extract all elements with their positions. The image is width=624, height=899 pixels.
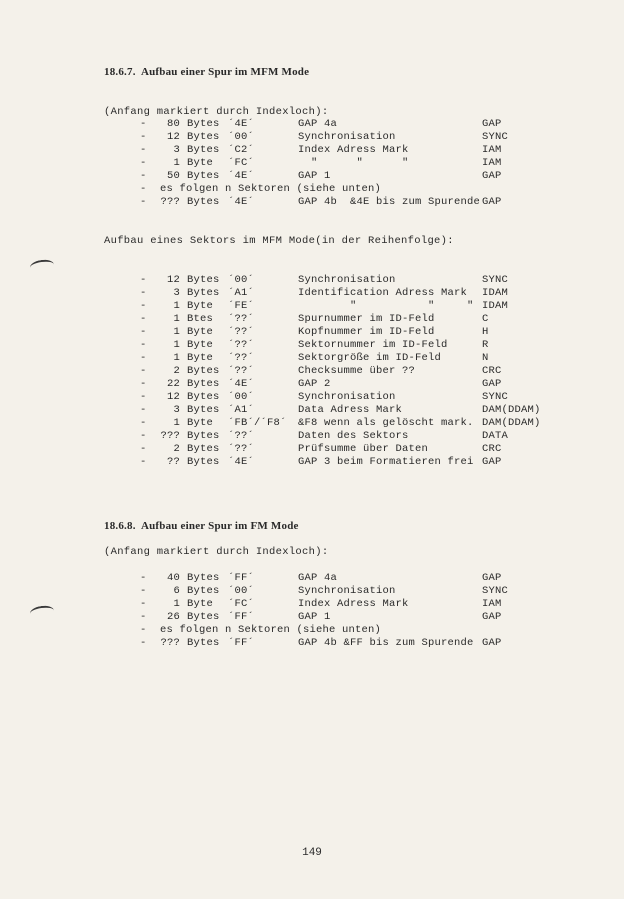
section-intro-mfm-track: (Anfang markiert durch Indexloch): <box>104 106 329 118</box>
row-description: Synchronisation <box>298 585 396 597</box>
section-heading-fm-track: 18.6.8. Aufbau einer Spur im FM Mode <box>104 520 299 532</box>
table-row <box>0 456 624 469</box>
row-value: ´FF´ <box>228 611 255 623</box>
row-description: GAP 4a <box>298 572 338 584</box>
row-value: ´A1´ <box>228 404 255 416</box>
table-row <box>0 157 624 170</box>
row-value: ´4E´ <box>228 456 255 468</box>
table-row <box>0 598 624 611</box>
row-description: Synchronisation <box>298 391 396 403</box>
row-value: ´??´ <box>228 326 255 338</box>
row-tag: IAM <box>482 598 502 610</box>
table-row <box>0 391 624 404</box>
row-tag: IDAM <box>482 287 509 299</box>
row-dash: - <box>140 598 147 610</box>
section-heading-mfm-sector: Aufbau eines Sektors im MFM Mode(in der Reihenfolge): <box>104 235 454 247</box>
row-tag: GAP <box>482 196 502 208</box>
row-dash: - <box>140 456 147 468</box>
row-description: Daten des Sektors <box>298 430 409 442</box>
table-row <box>0 624 624 637</box>
table-row <box>0 313 624 326</box>
row-tag: GAP <box>482 637 502 649</box>
row-description: Sektorgröße im ID-Feld <box>298 352 442 364</box>
table-row <box>0 637 624 650</box>
row-count: 1 <box>173 339 180 351</box>
row-unit: Byte <box>187 417 214 429</box>
row-unit: Bytes <box>187 274 220 286</box>
row-dash: - <box>140 443 147 455</box>
row-text: es folgen n Sektoren (siehe unten) <box>160 183 382 195</box>
row-dash: - <box>140 326 147 338</box>
row-tag: DAM(DDAM) <box>482 417 541 429</box>
row-unit: Bytes <box>187 637 220 649</box>
row-count: ?? <box>166 456 180 468</box>
row-tag: SYNC <box>482 131 509 143</box>
row-description: GAP 4a <box>298 118 338 130</box>
row-count: 22 <box>166 378 180 390</box>
row-value: ´4E´ <box>228 196 255 208</box>
row-dash: - <box>140 365 147 377</box>
row-value: ´FF´ <box>228 572 255 584</box>
table-row <box>0 378 624 391</box>
row-unit: Bytes <box>187 365 220 377</box>
row-dash: - <box>140 339 147 351</box>
table-row <box>0 339 624 352</box>
row-unit: Byte <box>187 300 214 312</box>
table-row <box>0 131 624 144</box>
row-unit: Bytes <box>187 456 220 468</box>
row-count: ??? <box>160 196 180 208</box>
row-dash: - <box>140 404 147 416</box>
row-description: GAP 1 <box>298 611 331 623</box>
table-row <box>0 417 624 430</box>
row-value: ´4E´ <box>228 378 255 390</box>
row-dash: - <box>140 585 147 597</box>
row-value: ´C2´ <box>228 144 255 156</box>
row-description: GAP 3 beim Formatieren frei <box>298 456 474 468</box>
row-unit: Bytes <box>187 391 220 403</box>
row-value: ´00´ <box>228 585 255 597</box>
row-value: ´00´ <box>228 131 255 143</box>
row-description: GAP 4b &FF bis zum Spurende <box>298 637 474 649</box>
table-row <box>0 572 624 585</box>
row-description: Synchronisation <box>298 274 396 286</box>
row-value: ´FC´ <box>228 598 255 610</box>
row-description: " " " <box>298 157 409 169</box>
row-unit: Byte <box>187 598 214 610</box>
row-tag: DATA <box>482 430 509 442</box>
row-dash: - <box>140 157 147 169</box>
row-unit: Bytes <box>187 443 220 455</box>
row-tag: SYNC <box>482 585 509 597</box>
table-row <box>0 430 624 443</box>
row-description: Prüfsumme über Daten <box>298 443 429 455</box>
row-value: ´4E´ <box>228 170 255 182</box>
row-count: 3 <box>173 404 180 416</box>
row-unit: Bytes <box>187 196 220 208</box>
row-dash: - <box>140 118 147 130</box>
row-dash: - <box>140 430 147 442</box>
row-unit: Bytes <box>187 378 220 390</box>
table-row <box>0 300 624 313</box>
row-value: ´FE´ <box>228 300 255 312</box>
row-tag: CRC <box>482 365 502 377</box>
row-tag: CRC <box>482 443 502 455</box>
row-value: ´??´ <box>228 352 255 364</box>
row-count: 12 <box>166 274 180 286</box>
table-row <box>0 118 624 131</box>
row-value: ´??´ <box>228 443 255 455</box>
row-value: ´FF´ <box>228 637 255 649</box>
row-dash: - <box>140 611 147 623</box>
row-value: ´??´ <box>228 339 255 351</box>
row-count: 1 <box>173 157 180 169</box>
row-tag: IAM <box>482 144 502 156</box>
table-row <box>0 443 624 456</box>
row-tag: SYNC <box>482 391 509 403</box>
row-description: Synchronisation <box>298 131 396 143</box>
row-unit: Bytes <box>187 170 220 182</box>
table-row <box>0 365 624 378</box>
row-description: GAP 2 <box>298 378 331 390</box>
row-dash: - <box>140 131 147 143</box>
table-row <box>0 585 624 598</box>
row-count: 50 <box>166 170 180 182</box>
row-unit: Byte <box>187 326 214 338</box>
row-dash: - <box>140 391 147 403</box>
row-tag: GAP <box>482 456 502 468</box>
row-count: 2 <box>173 443 180 455</box>
row-count: 1 <box>173 300 180 312</box>
row-count: 12 <box>166 131 180 143</box>
row-count: 40 <box>166 572 180 584</box>
row-unit: Bytes <box>187 572 220 584</box>
row-dash: - <box>140 572 147 584</box>
row-tag: GAP <box>482 118 502 130</box>
row-value: ´??´ <box>228 365 255 377</box>
row-value: ´4E´ <box>228 118 255 130</box>
row-unit: Bytes <box>187 611 220 623</box>
row-unit: Bytes <box>187 404 220 416</box>
row-dash: - <box>140 637 147 649</box>
row-value: ´FC´ <box>228 157 255 169</box>
row-count: 26 <box>166 611 180 623</box>
table-row <box>0 196 624 209</box>
row-dash: - <box>140 300 147 312</box>
row-tag: IAM <box>482 157 502 169</box>
row-count: 1 <box>173 313 180 325</box>
row-count: ??? <box>160 430 180 442</box>
row-count: 80 <box>166 118 180 130</box>
row-dash: - <box>140 313 147 325</box>
row-dash: - <box>140 352 147 364</box>
punch-hole-mark-icon <box>29 258 54 273</box>
table-row <box>0 352 624 365</box>
row-unit: Bytes <box>187 144 220 156</box>
row-count: 12 <box>166 391 180 403</box>
row-description: " " " <box>298 300 474 312</box>
table-row <box>0 404 624 417</box>
row-unit: Bytes <box>187 430 220 442</box>
row-description: Sektornummer im ID-Feld <box>298 339 448 351</box>
table-row <box>0 274 624 287</box>
row-value: ´FB´/´F8´ <box>228 417 287 429</box>
row-tag: C <box>482 313 489 325</box>
row-count: 1 <box>173 352 180 364</box>
table-row <box>0 287 624 300</box>
row-count: 1 <box>173 598 180 610</box>
row-tag: GAP <box>482 572 502 584</box>
row-value: ´A1´ <box>228 287 255 299</box>
section-heading-mfm-track: 18.6.7. Aufbau einer Spur im MFM Mode <box>104 66 310 78</box>
row-value: ´00´ <box>228 391 255 403</box>
row-dash: - <box>140 287 147 299</box>
row-description: Identification Adress Mark <box>298 287 468 299</box>
row-description: GAP 4b &4E bis zum Spurende <box>298 196 481 208</box>
row-tag: GAP <box>482 611 502 623</box>
row-description: Index Adress Mark <box>298 144 409 156</box>
row-description: Kopfnummer im ID-Feld <box>298 326 435 338</box>
row-unit: Bytes <box>187 131 220 143</box>
row-description: Index Adress Mark <box>298 598 409 610</box>
row-count: 1 <box>173 326 180 338</box>
row-unit: Byte <box>187 339 214 351</box>
table-row <box>0 170 624 183</box>
row-dash: - <box>140 183 147 195</box>
table-row <box>0 326 624 339</box>
row-description: Checksumme über ?? <box>298 365 416 377</box>
row-value: ´00´ <box>228 274 255 286</box>
row-tag: R <box>482 339 489 351</box>
row-unit: Byte <box>187 352 214 364</box>
table-row <box>0 183 624 196</box>
row-count: 3 <box>173 144 180 156</box>
row-count: ??? <box>160 637 180 649</box>
row-dash: - <box>140 624 147 636</box>
row-value: ´??´ <box>228 313 255 325</box>
row-tag: N <box>482 352 489 364</box>
row-unit: Btes <box>187 313 214 325</box>
row-dash: - <box>140 170 147 182</box>
row-tag: H <box>482 326 489 338</box>
row-dash: - <box>140 196 147 208</box>
row-count: 1 <box>173 417 180 429</box>
row-count: 3 <box>173 287 180 299</box>
row-count: 2 <box>173 365 180 377</box>
row-tag: IDAM <box>482 300 509 312</box>
page-number: 149 <box>302 847 322 859</box>
row-dash: - <box>140 417 147 429</box>
table-row <box>0 144 624 157</box>
row-tag: GAP <box>482 378 502 390</box>
row-description: &F8 wenn als gelöscht mark. <box>298 417 474 429</box>
row-tag: GAP <box>482 170 502 182</box>
table-row <box>0 611 624 624</box>
row-unit: Bytes <box>187 287 220 299</box>
row-value: ´??´ <box>228 430 255 442</box>
row-dash: - <box>140 274 147 286</box>
row-unit: Bytes <box>187 585 220 597</box>
section-intro-fm-track: (Anfang markiert durch Indexloch): <box>104 546 329 558</box>
row-dash: - <box>140 144 147 156</box>
row-dash: - <box>140 378 147 390</box>
row-unit: Byte <box>187 157 214 169</box>
row-description: Spurnummer im ID-Feld <box>298 313 435 325</box>
row-tag: SYNC <box>482 274 509 286</box>
row-description: GAP 1 <box>298 170 331 182</box>
row-count: 6 <box>173 585 180 597</box>
row-text: es folgen n Sektoren (siehe unten) <box>160 624 382 636</box>
row-unit: Bytes <box>187 118 220 130</box>
row-description: Data Adress Mark <box>298 404 403 416</box>
row-tag: DAM(DDAM) <box>482 404 541 416</box>
